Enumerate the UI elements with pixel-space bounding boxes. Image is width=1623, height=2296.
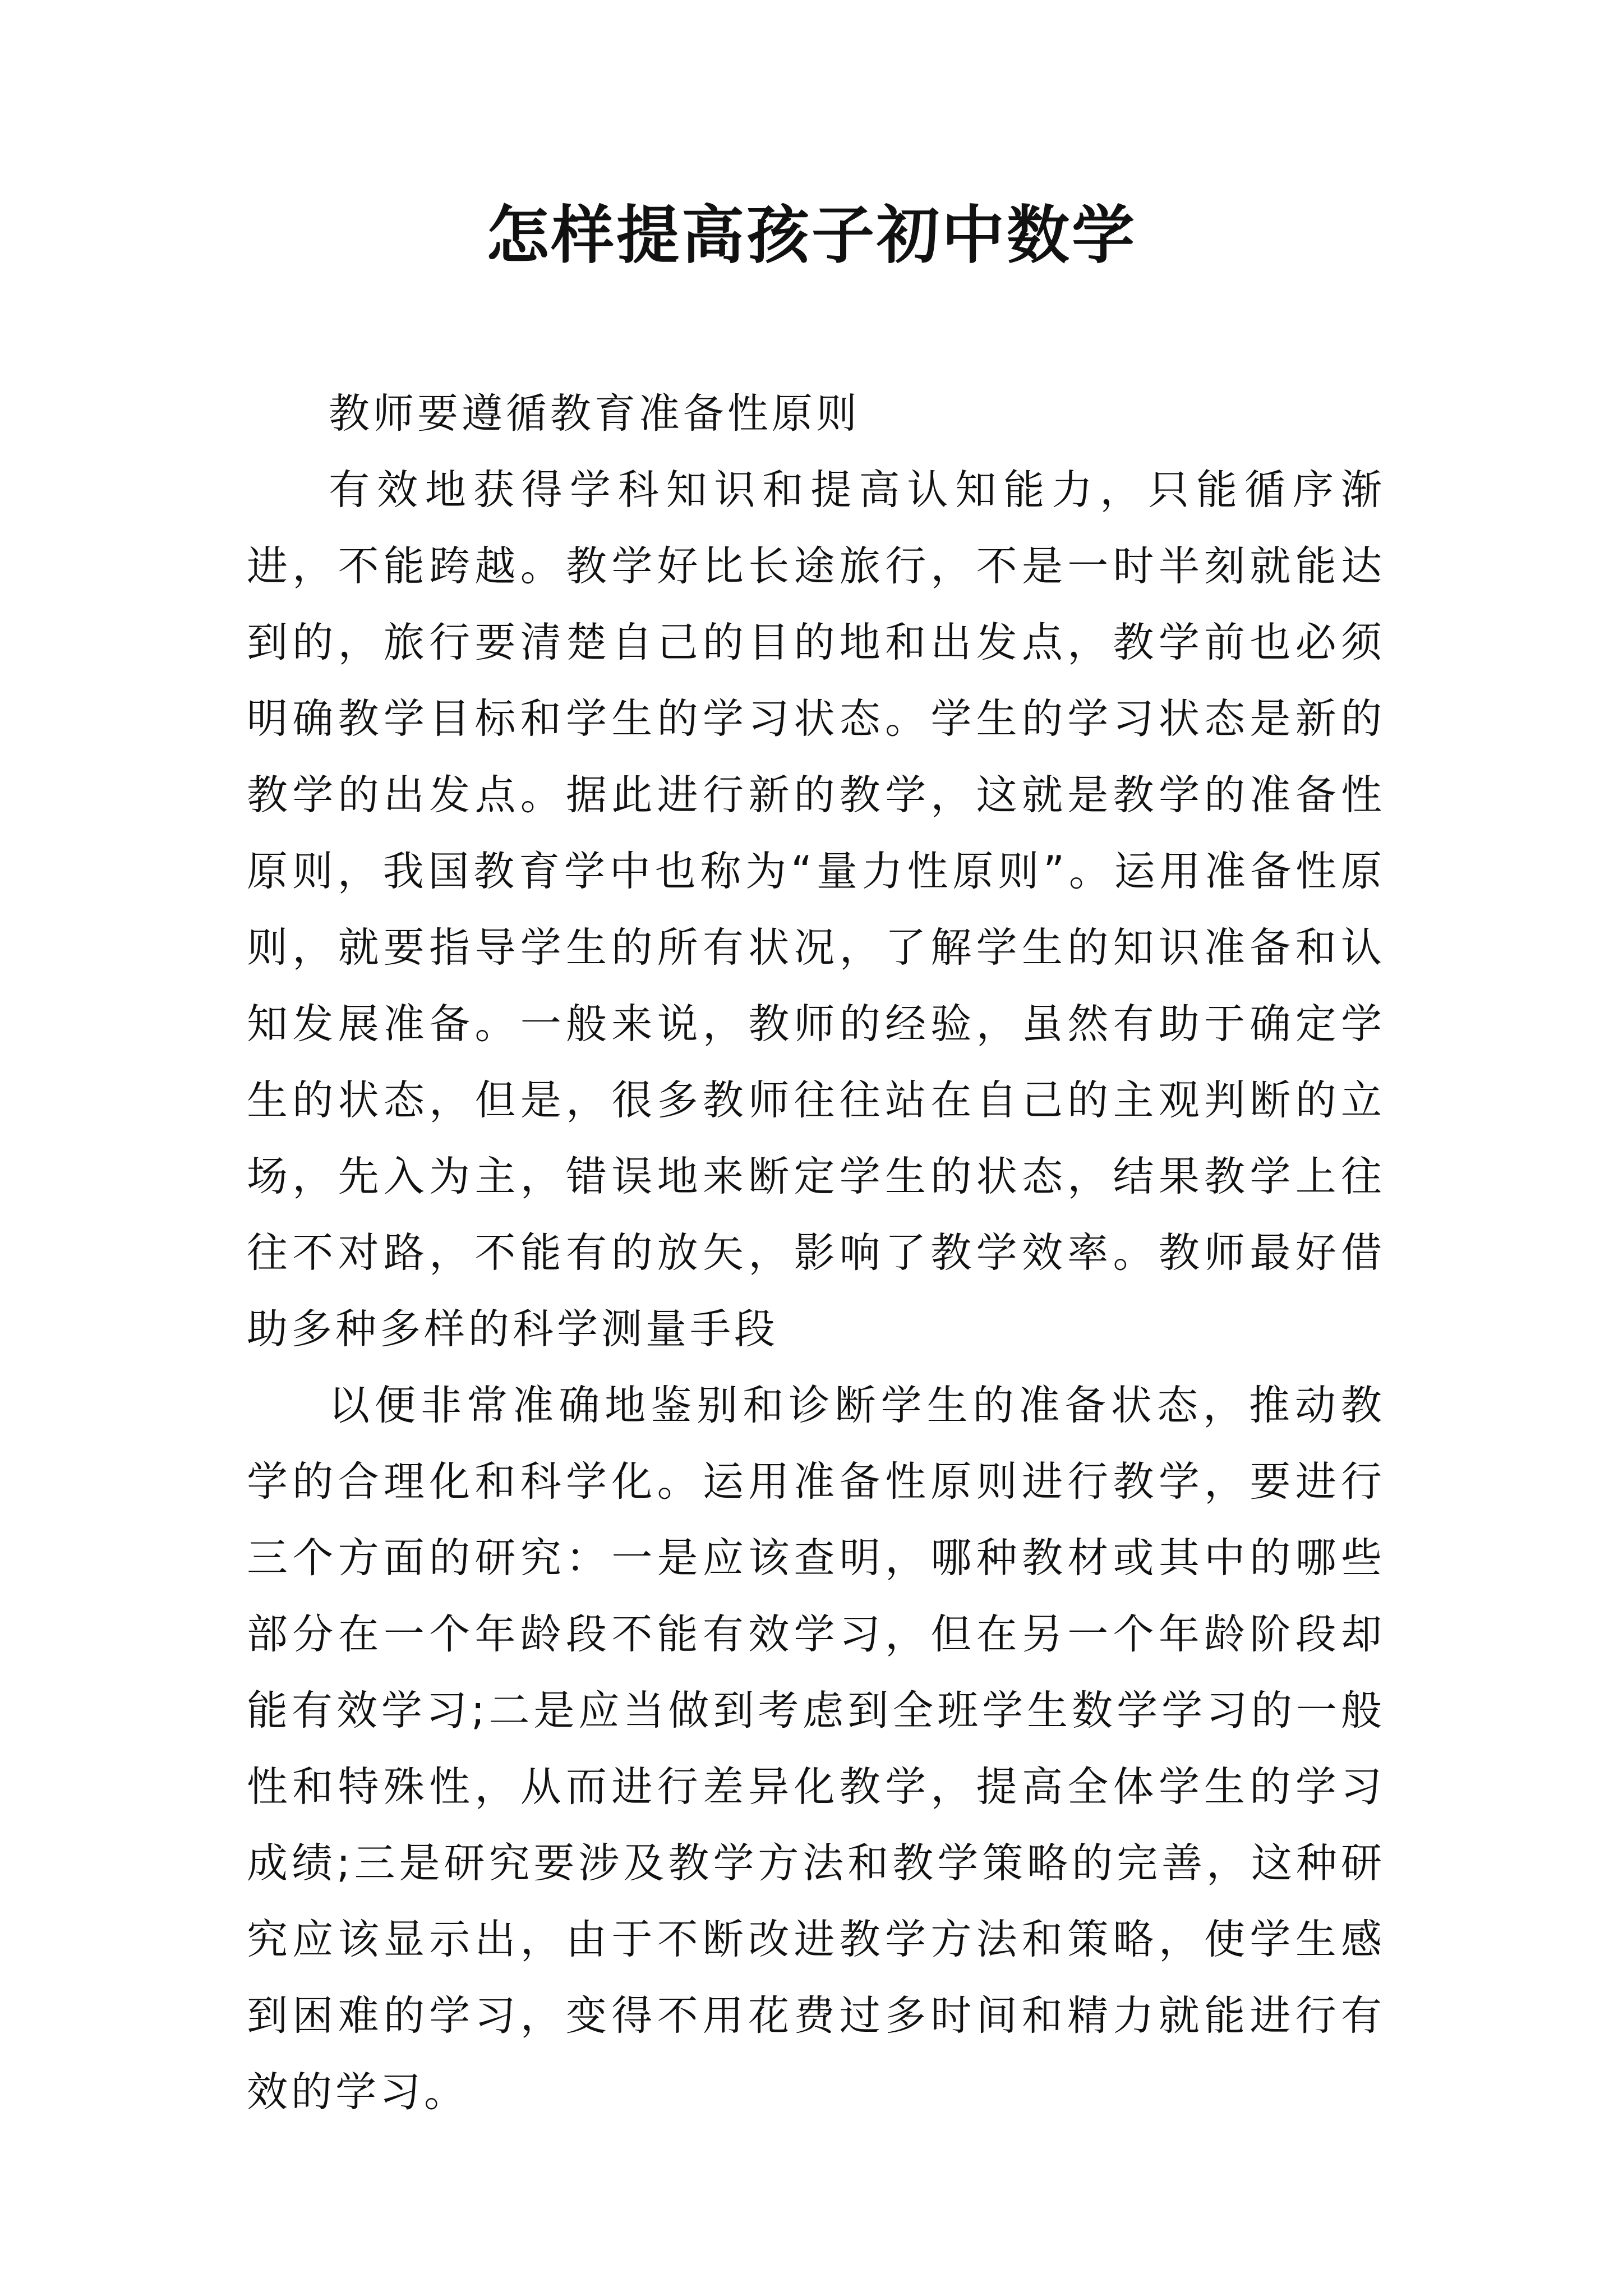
- page-title: 怎样提高孩子初中数学: [486, 199, 1137, 272]
- document-body: [247, 376, 1385, 2131]
- paragraph: 有效地获得学科知识和提高认知能力，只能循序渐进，不能跨越。教学好比长途旅行，不是一时半刻就能达到的，旅行要清楚自己的目的地和出发点，教学前也必须明确教学目标和学生的学习状态。学生的学习状态是新的教学的出发点。据此进行新的教学，这就是教学的准备性原则，我国教育学中也称为“量力性原则”。运用准备性原则，就要指导学生的所有状况，了解学生的知识准备和认知发展准备。一般来说，教师的经验，虽然有助于确定学生的状态，但是，很多教师往往站在自己的主观判断的立场，先入为主，错误地来断定学生的状态，结果教学上往往不对路，不能有的放矢，影响了教学效率。教师最好借助多种多样的科学测量手段: [247, 466, 1385, 1353]
- paragraph-heading: 教师要遵循教育准备性原则: [329, 390, 860, 438]
- paragraph: 以便非常准确地鉴别和诊断学生的准备状态，推动教学的合理化和科学化。运用准备性原则进行教学，要进行三个方面的研究：一是应该查明，哪种教材或其中的哪些部分在一个年龄段不能有效学习，但在另一个年龄阶段却能有效学习;二是应当做到考虑到全班学生数学学习的一般性和特殊性，从而进行差异化教学，提高全体学生的学习成绩;三是研究要涉及教学方法和教学策略的完善，这种研究应该显示出，由于不断改进教学方法和策略，使学生感到困难的学习，变得不用花费过多时间和精力就能进行有效的学习。: [247, 1382, 1385, 2116]
